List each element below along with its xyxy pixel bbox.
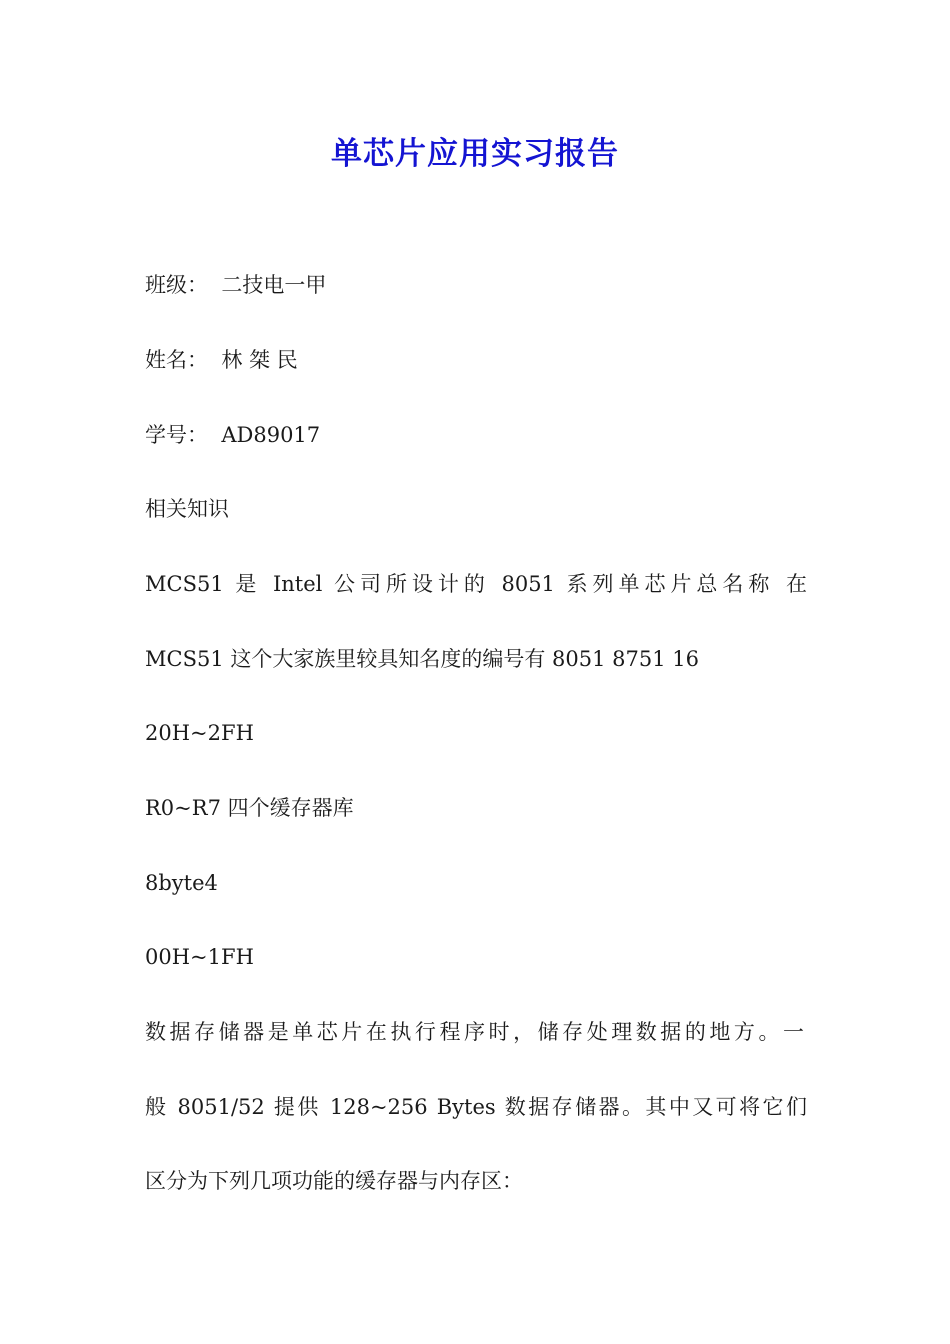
body-line: MCS51 是 Intel 公司所设计的 8051 系列单芯片总名称 在 [145,572,807,596]
paragraph-line: 区分为下列几项功能的缓存器与内存区： [145,1169,523,1193]
body-line: MCS51 这个大家族里较具知名度的编号有 8051 8751 16 [145,647,699,671]
section-heading: 相关知识 [145,497,229,521]
body-line: R0~R7 四个缓存器库 [145,796,354,820]
paragraph-line: 数据存储器是单芯片在执行程序时，储存处理数据的地方。一 [145,1020,807,1044]
body-line: 00H~1FH [145,945,254,969]
body-line: 20H~2FH [145,721,254,745]
class-info: 班级： 二技电一甲 [145,273,327,297]
student-id-info: 学号： AD89017 [145,423,321,447]
body-line: 8byte4 [145,871,218,895]
name-info: 姓名： 林 桀 民 [145,348,298,372]
paragraph-line: 般 8051/52 提供 128~256 Bytes 数据存储器。其中又可将它们 [145,1095,807,1119]
document-title: 单芯片应用实习报告 [331,136,619,172]
